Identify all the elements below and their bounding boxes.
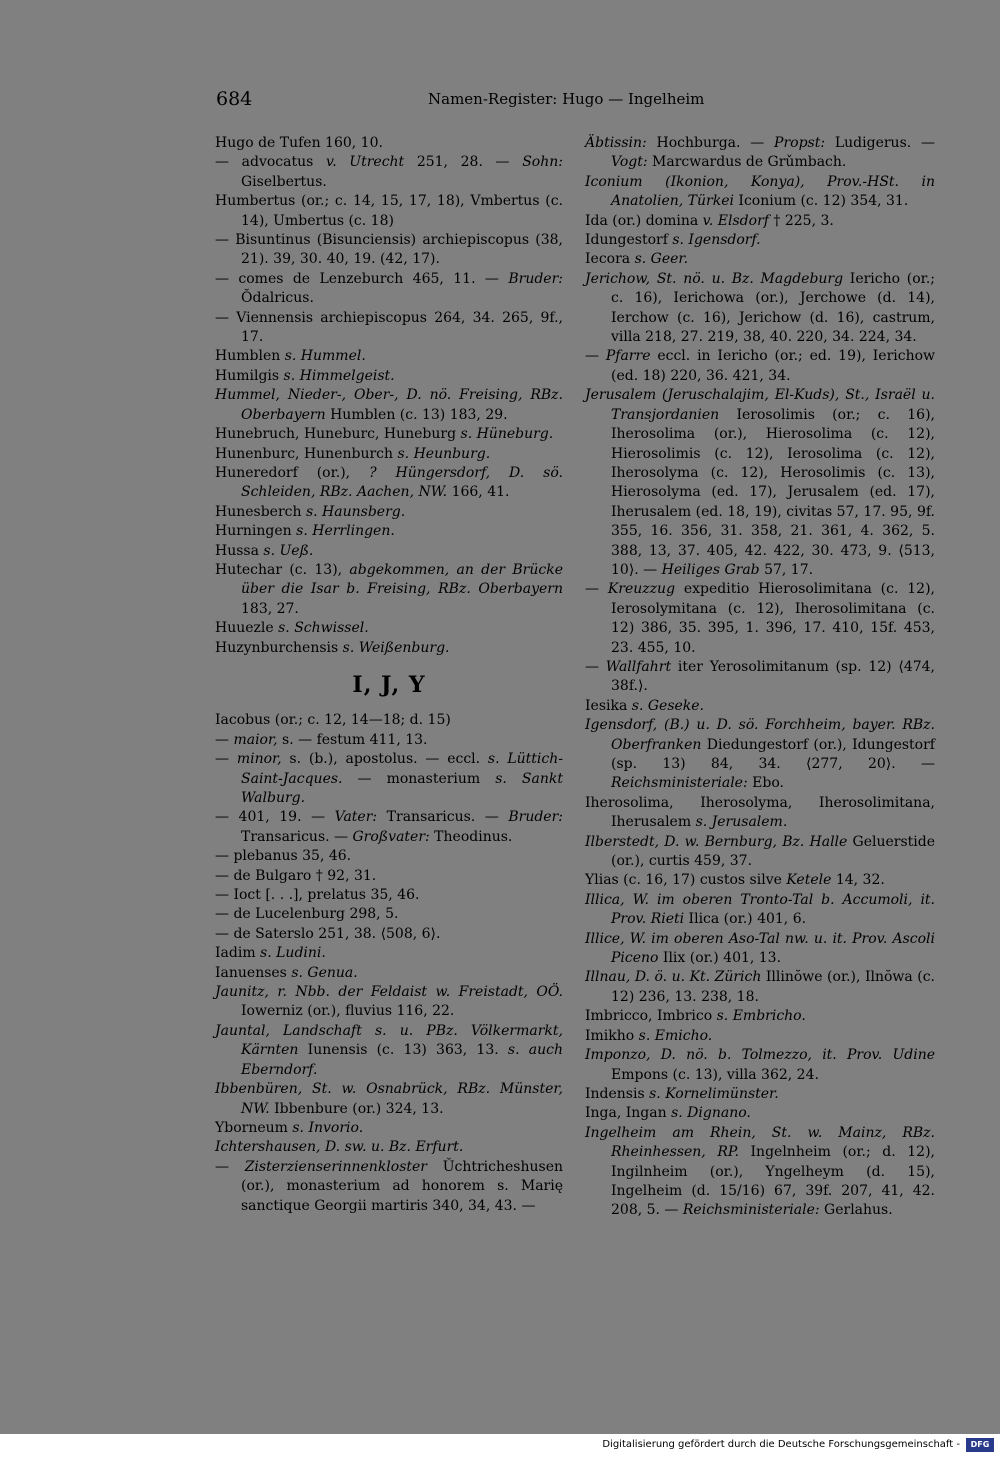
- index-entry: Äbtissin: Hochburga. — Propst: Ludigerus. — Vogt: Marcwardus de Grǔmbach.: [585, 135, 940, 171]
- index-entry: Ylias (c. 16, 17) custos silve Ketele 14, 32.: [585, 872, 885, 889]
- index-entry: Hurningen s. Herrlingen.: [215, 523, 395, 540]
- index-entry: Yborneum s. Invorio.: [215, 1119, 364, 1136]
- index-entry: — Wallfahrt iter Yerosolimitanum (sp. 12) ⟨474, 38f.⟩.: [585, 658, 940, 695]
- index-entry: — 401, 19. — Vater: Transaricus. — Bruder: Transaricus. — Großvater: Theodinus.: [215, 809, 568, 845]
- page-number: 684: [216, 88, 253, 110]
- entry-list-i: [215, 711, 568, 1216]
- index-entry: Illice, W. im oberen Aso-Tal nw. u. it. Prov. Ascoli Piceno Ilix (or.) 401, 13.: [585, 930, 940, 967]
- index-entry: Inga, Ingan s. Dignano.: [585, 1105, 751, 1122]
- index-entry: Hunesberch s. Haunsberg.: [215, 503, 406, 520]
- right-column: [585, 134, 940, 1221]
- index-entry: Jerusalem (Jeruschalajim, El-Kuds), St., Israël u. Transjordanien Ierosolimis (or.; c. 16), Iherosolima (or.), Hierosolima (c. 12), Hierosolimis (c. 12), Ierosolima (c. 12), Iherosolyma (c. 12), Herosolimis (c. 13), Hierosolyma (ed. 17), Jerusalem (ed. 17), Iherusalem (ed. 18, 19), civitas 57, 17. 95, 9f. 355, 16. 356, 31. 358, 21. 361, 4. 362, 5. 388, 13, 37. 405, 42. 422, 30. 473, 9. ⟨513, 10⟩. — Heiliges Grab 57, 17.: [585, 387, 940, 578]
- index-entry: Indensis s. Kornelimünster.: [585, 1085, 779, 1102]
- index-entry: Jauntal, Landschaft s. u. PBz. Völkermarkt, Kärnten Iunensis (c. 13) 363, 13. s. auch Eberndorf.: [215, 1022, 568, 1078]
- index-entry: Ilberstedt, D. w. Bernburg, Bz. Halle Geluerstide (or.), curtis 459, 37.: [585, 833, 940, 870]
- index-entry: — Bisuntinus (Bisunciensis) archiepiscopus (38, 21). 39, 30. 40, 19. (42, 17).: [215, 232, 568, 268]
- index-entry: Ibbenbüren, St. w. Osnabrück, RBz. Münster, NW. Ibbenbure (or.) 324, 13.: [215, 1081, 568, 1117]
- index-entry: Iecora s. Geer.: [585, 251, 689, 268]
- index-entry: Iesika s. Geseke.: [585, 697, 705, 714]
- index-entry: — de Lucelenburg 298, 5.: [215, 906, 399, 923]
- index-entry: Ianuenses s. Genua.: [215, 964, 358, 981]
- index-entry: Hunenburc, Hunenburch s. Heunburg.: [215, 445, 491, 462]
- index-entry: Jerichow, St. nö. u. Bz. Magdeburg Iericho (or.; c. 16), Ierichowa (or.), Jerchowe (d. 14), Ierchow (c. 16), Jerichow (d. 16), castrum, villa 218, 27. 219, 38, 40. 220, 34. 224, 34.: [585, 270, 940, 346]
- index-entry: Iconium (Ikonion, Konya), Prov.-HSt. in Anatolien, Türkei Iconium (c. 12) 354, 31.: [585, 173, 940, 210]
- index-entry: Idungestorf s. Igensdorf.: [585, 232, 761, 249]
- index-entry: Illica, W. im oberen Tronto-Tal b. Accumoli, it. Prov. Rieti Ilica (or.) 401, 6.: [585, 891, 940, 928]
- index-entry: Imponzo, D. nö. b. Tolmezzo, it. Prov. Udine Empons (c. 13), villa 362, 24.: [585, 1047, 940, 1083]
- index-entry: Humbertus (or.; c. 14, 15, 17, 18), Vmbertus (c. 14), Umbertus (c. 18): [215, 193, 568, 229]
- index-entry: — comes de Lenzeburch 465, 11. — Bruder: Ŏdalricus.: [215, 270, 568, 307]
- index-entry: Huzynburchensis s. Weißenburg.: [215, 639, 450, 656]
- index-entry: Hummel, Nieder-, Ober-, D. nö. Freising, RBz. Oberbayern Humblen (c. 13) 183, 29.: [215, 387, 568, 423]
- index-entry: Illnau, D. ö. u. Kt. Zürich Illinŏwe (or.), Ilnŏwa (c. 12) 236, 13. 238, 18.: [585, 969, 940, 1005]
- index-entry: Huneredorf (or.), ? Hüngersdorf, D. sö. Schleiden, RBz. Aachen, NW. 166, 41.: [215, 464, 568, 501]
- index-entry: Imbricco, Imbrico s. Embricho.: [585, 1008, 806, 1025]
- index-entry: — Viennensis archiepiscopus 264, 34. 265, 9f., 17.: [215, 309, 568, 346]
- index-entry: Hugo de Tufen 160, 10.: [215, 135, 383, 151]
- index-entry: — minor, s. (b.), apostolus. — eccl. s. Lüttich-Saint-Jacques. — monasterium s. Sankt Walburg.: [215, 751, 568, 806]
- section-heading: I, J, Y: [352, 671, 426, 698]
- index-entry: Iadim s. Ludini.: [215, 945, 326, 962]
- index-entry: — de Bulgaro † 92, 31.: [215, 867, 377, 884]
- index-entry: Humilgis s. Himmelgeist.: [215, 367, 395, 384]
- page-header: [216, 88, 936, 118]
- index-entry: — Zisterzienserinnenkloster Ǔchtricheshusen (or.), monasterium ad honorem s. Marię sanctique Georgii martiris 340, 34, 43. —: [215, 1158, 568, 1214]
- entry-list-h: [215, 134, 568, 658]
- index-entry: Humblen s. Hummel.: [215, 348, 366, 365]
- index-entry: Huuezle s. Schwissel.: [215, 620, 369, 637]
- index-entry: Imikho s. Emicho.: [585, 1027, 713, 1044]
- index-entry: Hunebruch, Huneburc, Huneburg s. Hüneburg.: [215, 426, 554, 443]
- index-entry: Ingelheim am Rhein, St. w. Mainz, RBz. Rheinhessen, RP. Ingelnheim (or.; d. 12), Ingilnheim (or.), Yngelheym (d. 15), Ingelheim (d. 15/16) 67, 39f. 207, 41, 42. 208, 5. — Reichsministeriale: Gerlahus.: [585, 1124, 940, 1219]
- index-entry: Ida (or.) domina v. Elsdorf † 225, 3.: [585, 212, 834, 229]
- index-entry: — Pfarre eccl. in Iericho (or.; ed. 19), Ierichow (ed. 18) 220, 36. 421, 34.: [585, 348, 940, 384]
- index-entry: Igensdorf, (B.) u. D. sö. Forchheim, bayer. RBz. Oberfranken Diedungestorf (or.), Idungestorf (sp. 13) 84, 34. ⟨277, 20⟩. — Reichsministeriale: Ebo.: [585, 717, 940, 792]
- index-entry: Jaunitz, r. Nbb. der Feldaist w. Freistadt, OÖ. Iowerniz (or.), fluvius 116, 22.: [215, 984, 568, 1020]
- index-entry: — Kreuzzug expeditio Hierosolimitana (c. 12), Ierosolymitana (c. 12), Iherosolimitana (c. 12) 386, 35. 395, 1. 396, 17. 410, 15f. 453, 23. 455, 10.: [585, 581, 940, 656]
- left-column: [215, 134, 568, 1216]
- index-entry: Iacobus (or.; c. 12, 14—18; d. 15): [215, 712, 451, 729]
- index-entry: Iherosolima, Iherosolyma, Iherosolimitana, Iherusalem s. Jerusalem.: [585, 794, 940, 831]
- footer-bar: [0, 1434, 1000, 1457]
- index-entry: Hussa s. Ueß.: [215, 542, 314, 559]
- index-entry: — plebanus 35, 46.: [215, 848, 352, 865]
- index-entry: Hutechar (c. 13), abgekommen, an der Brücke über die Isar b. Freising, RBz. Oberbayern 183, 27.: [215, 561, 568, 617]
- index-entry: — Ioct [. . .], prelatus 35, 46.: [215, 887, 420, 904]
- running-title: Namen-Register: Hugo — Ingelheim: [428, 90, 705, 108]
- index-entry: — maior, s. — festum 411, 13.: [215, 731, 428, 748]
- index-entry: — advocatus v. Utrecht 251, 28. — Sohn: Giselbertus.: [215, 154, 568, 190]
- dfg-logo: DFG: [966, 1438, 994, 1452]
- entry-list-i-continued: [585, 134, 940, 1221]
- footer-credit: Digitalisierung gefördert durch die Deutsche Forschungsgemeinschaft -: [602, 1439, 960, 1450]
- index-entry: — de Saterslo 251, 38. ⟨508, 6⟩.: [215, 925, 441, 942]
- index-entry: Ichtershausen, D. sw. u. Bz. Erfurt.: [215, 1139, 464, 1156]
